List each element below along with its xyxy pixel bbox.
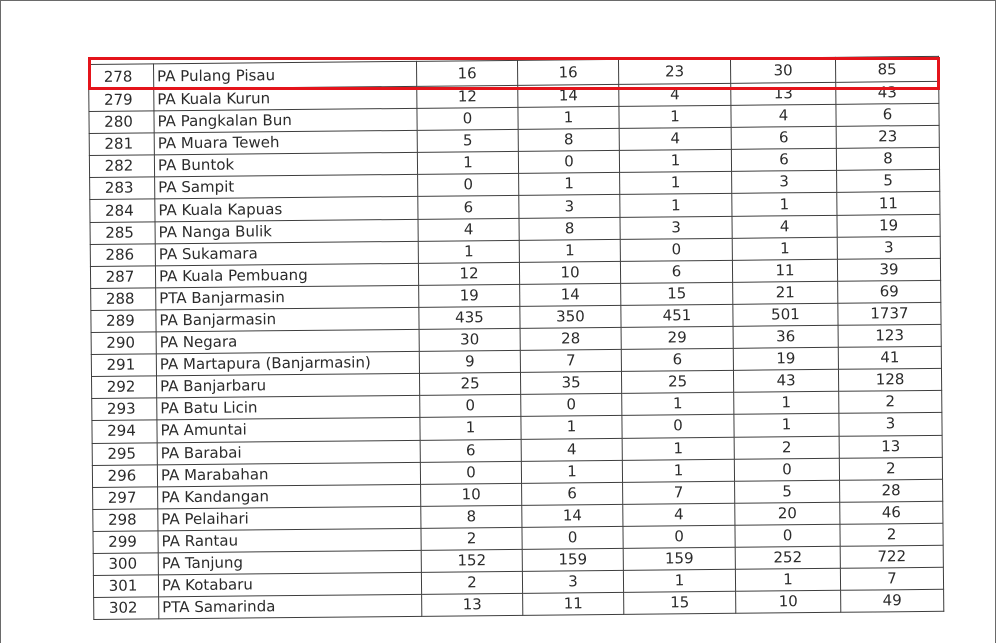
- value-col-4: 20: [735, 502, 840, 525]
- value-col-2: 14: [522, 504, 623, 527]
- court-name: PA Pelaihari: [158, 506, 421, 531]
- row-number: 302: [94, 597, 159, 620]
- value-col-4: 1: [732, 237, 837, 260]
- value-col-1: 30: [419, 328, 520, 351]
- value-col-3: 3: [620, 216, 732, 239]
- total-value: 2: [839, 457, 942, 480]
- value-col-4: 10: [736, 590, 841, 613]
- value-col-4: 1: [734, 392, 839, 415]
- value-col-4: 43: [733, 370, 838, 393]
- value-col-1: 16: [416, 60, 517, 86]
- value-col-1: 0: [417, 107, 518, 130]
- value-col-3: 6: [621, 348, 733, 371]
- total-value: 6: [836, 103, 939, 126]
- value-col-2: 14: [518, 84, 619, 107]
- row-number: 293: [92, 398, 157, 421]
- total-value: 69: [838, 280, 941, 303]
- total-value: 19: [837, 214, 940, 237]
- value-col-1: 9: [419, 350, 520, 373]
- value-col-1: 2: [421, 571, 522, 594]
- total-value: 23: [836, 126, 939, 149]
- court-name: PA Kuala Kurun: [154, 86, 417, 111]
- value-col-1: 12: [417, 85, 518, 108]
- court-name: PA Pangkalan Bun: [154, 108, 417, 133]
- value-col-4: 36: [733, 325, 838, 348]
- value-col-2: 1: [518, 106, 619, 129]
- court-name: PA Kuala Kapuas: [155, 197, 418, 222]
- value-col-2: 11: [523, 593, 624, 616]
- court-name: PA Buntok: [154, 153, 417, 178]
- value-col-4: 252: [735, 546, 840, 569]
- value-col-2: 1: [519, 173, 620, 196]
- value-col-3: 1: [623, 569, 735, 592]
- total-value: 7: [840, 567, 943, 590]
- row-number: 287: [90, 266, 155, 289]
- value-col-1: 19: [419, 284, 520, 307]
- value-col-3: 15: [624, 591, 736, 614]
- total-value: 1737: [838, 302, 941, 325]
- value-col-3: 0: [623, 525, 735, 548]
- value-col-1: 2: [421, 527, 522, 550]
- value-col-1: 1: [418, 240, 519, 263]
- value-col-1: 5: [417, 130, 518, 153]
- value-col-4: 19: [733, 347, 838, 370]
- value-col-3: 25: [621, 371, 733, 394]
- value-col-3: 4: [619, 83, 731, 106]
- value-col-2: 0: [522, 526, 623, 549]
- value-col-2: 14: [520, 283, 621, 306]
- value-col-3: 159: [623, 547, 735, 570]
- row-number: 284: [90, 199, 155, 222]
- value-col-1: 4: [418, 218, 519, 241]
- total-value: 49: [841, 589, 944, 612]
- court-name: PA Pulang Pisau: [154, 61, 417, 89]
- value-col-1: 0: [420, 395, 521, 418]
- total-value: 722: [840, 545, 943, 568]
- value-col-2: 159: [522, 548, 623, 571]
- total-value: 46: [840, 501, 943, 524]
- value-col-3: 7: [623, 481, 735, 504]
- value-col-2: 10: [519, 261, 620, 284]
- value-col-4: 5: [735, 480, 840, 503]
- value-col-2: 0: [518, 151, 619, 174]
- total-value: 41: [838, 346, 941, 369]
- value-col-2: 7: [520, 350, 621, 373]
- value-col-2: 6: [522, 482, 623, 505]
- court-name: PA Rantau: [158, 528, 421, 553]
- court-name: PTA Banjarmasin: [156, 285, 419, 310]
- total-value: 39: [837, 258, 940, 281]
- row-number: 286: [90, 244, 155, 267]
- value-col-3: 451: [621, 304, 733, 327]
- row-number: 281: [89, 133, 154, 156]
- total-value: 43: [836, 81, 939, 104]
- value-col-1: 1: [417, 152, 518, 175]
- court-name: PA Marabahan: [157, 462, 420, 487]
- row-number: 298: [93, 509, 158, 532]
- value-col-2: 1: [521, 416, 622, 439]
- court-name: PA Banjarbaru: [156, 374, 419, 399]
- value-col-3: 23: [618, 58, 730, 84]
- total-value: 128: [838, 369, 941, 392]
- total-value: 11: [837, 192, 940, 215]
- value-col-3: 4: [619, 128, 731, 151]
- value-col-1: 6: [420, 439, 521, 462]
- value-col-1: 10: [421, 483, 522, 506]
- value-col-3: 1: [619, 150, 731, 173]
- row-number: 300: [93, 553, 158, 576]
- value-col-3: 1: [620, 194, 732, 217]
- value-col-2: 350: [520, 305, 621, 328]
- total-value: 123: [838, 324, 941, 347]
- value-col-4: 501: [733, 303, 838, 326]
- total-value: 2: [839, 391, 942, 414]
- value-col-1: 435: [419, 306, 520, 329]
- row-number: 290: [91, 332, 156, 355]
- row-number: 292: [92, 376, 157, 399]
- court-case-table: [88, 56, 944, 620]
- court-name: PTA Samarinda: [159, 594, 422, 619]
- value-col-4: 30: [730, 57, 835, 83]
- value-col-4: 21: [733, 281, 838, 304]
- value-col-1: 12: [418, 262, 519, 285]
- court-name: PA Kandangan: [158, 484, 421, 509]
- row-number: 301: [93, 575, 158, 598]
- value-col-2: 1: [521, 460, 622, 483]
- row-number: 294: [92, 420, 157, 443]
- court-name: PA Martapura (Banjarmasin): [156, 351, 419, 376]
- value-col-4: 11: [732, 259, 837, 282]
- row-number: 291: [91, 354, 156, 377]
- court-name: PA Tanjung: [158, 550, 421, 575]
- row-number: 283: [90, 177, 155, 200]
- value-col-4: 13: [731, 82, 836, 105]
- value-col-4: 6: [731, 127, 836, 150]
- total-value: 13: [839, 435, 942, 458]
- total-value: 85: [835, 56, 938, 82]
- row-number: 299: [93, 531, 158, 554]
- court-name: PA Negara: [156, 329, 419, 354]
- value-col-2: 3: [522, 570, 623, 593]
- row-number: 289: [91, 310, 156, 333]
- row-number: 282: [89, 155, 154, 178]
- court-name: PA Kuala Pembuang: [155, 263, 418, 288]
- total-value: 2: [840, 523, 943, 546]
- row-number: 279: [89, 89, 154, 112]
- value-col-1: 6: [418, 196, 519, 219]
- value-col-1: 0: [420, 461, 521, 484]
- value-col-2: 0: [521, 394, 622, 417]
- court-name: PA Sukamara: [155, 241, 418, 266]
- court-name: PA Amuntai: [157, 418, 420, 443]
- row-number: 280: [89, 111, 154, 134]
- value-col-3: 6: [620, 260, 732, 283]
- value-col-1: 1: [420, 417, 521, 440]
- court-name: PA Barabai: [157, 440, 420, 465]
- value-col-4: 1: [735, 568, 840, 591]
- row-number: 295: [92, 442, 157, 465]
- value-col-2: 16: [517, 59, 618, 85]
- value-col-2: 8: [519, 217, 620, 240]
- value-col-3: 0: [620, 238, 732, 261]
- value-col-3: 29: [621, 326, 733, 349]
- value-col-4: 0: [735, 524, 840, 547]
- value-col-3: 1: [619, 105, 731, 128]
- value-col-4: 2: [734, 436, 839, 459]
- value-col-1: 152: [421, 549, 522, 572]
- value-col-2: 4: [521, 438, 622, 461]
- value-col-3: 1: [620, 172, 732, 195]
- court-name: PA Muara Teweh: [154, 131, 417, 156]
- value-col-2: 1: [519, 239, 620, 262]
- value-col-3: 4: [623, 503, 735, 526]
- value-col-4: 4: [731, 104, 836, 127]
- value-col-2: 28: [520, 327, 621, 350]
- table-container: [88, 56, 943, 620]
- value-col-4: 1: [734, 414, 839, 437]
- value-col-4: 3: [732, 171, 837, 194]
- value-col-3: 1: [622, 437, 734, 460]
- value-col-2: 8: [518, 129, 619, 152]
- total-value: 5: [837, 170, 940, 193]
- value-col-2: 35: [520, 372, 621, 395]
- value-col-1: 13: [422, 594, 523, 617]
- table-body: [89, 56, 944, 619]
- row-number: 297: [93, 487, 158, 510]
- value-col-4: 4: [732, 215, 837, 238]
- row-number: 296: [92, 464, 157, 487]
- value-col-4: 6: [731, 149, 836, 172]
- total-value: 3: [837, 236, 940, 259]
- total-value: 8: [836, 148, 939, 171]
- value-col-1: 8: [421, 505, 522, 528]
- value-col-4: 1: [732, 193, 837, 216]
- court-name: PA Nanga Bulik: [155, 219, 418, 244]
- row-number: 278: [89, 64, 154, 90]
- court-name: PA Sampit: [155, 175, 418, 200]
- value-col-3: 0: [622, 415, 734, 438]
- value-col-3: 1: [622, 393, 734, 416]
- value-col-3: 15: [621, 282, 733, 305]
- court-name: PA Banjarmasin: [156, 307, 419, 332]
- value-col-1: 0: [418, 174, 519, 197]
- value-col-3: 1: [622, 459, 734, 482]
- total-value: 28: [840, 479, 943, 502]
- row-number: 288: [91, 288, 156, 311]
- value-col-4: 0: [734, 458, 839, 481]
- value-col-2: 3: [519, 195, 620, 218]
- court-name: PA Batu Licin: [157, 396, 420, 421]
- row-number: 285: [90, 221, 155, 244]
- total-value: 3: [839, 413, 942, 436]
- value-col-1: 25: [419, 373, 520, 396]
- court-name: PA Kotabaru: [158, 572, 421, 597]
